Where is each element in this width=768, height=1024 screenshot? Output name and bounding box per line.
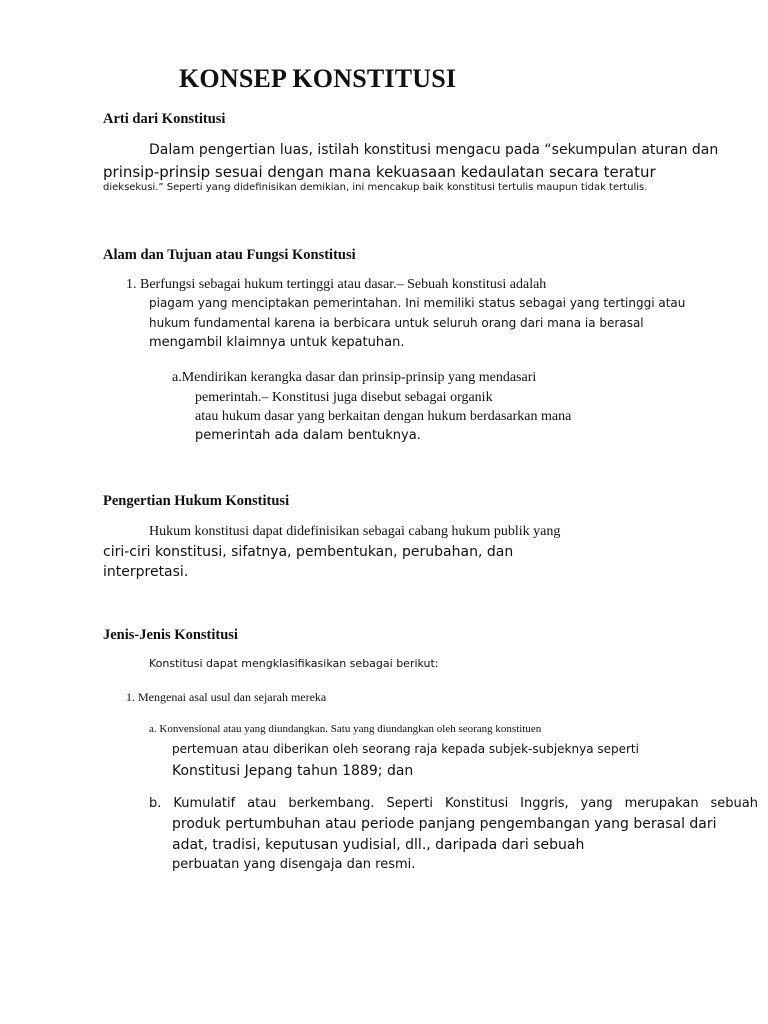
paragraph-line: ciri-ciri konstitusi, sifatnya, pembentukan, perubahan, dan: [103, 544, 514, 560]
sub-item-line: Konstitusi Jepang tahun 1889; dan: [172, 763, 414, 779]
list-item-line: 1. Berfungsi sebagai hukum tertinggi atau dasar.– Sebuah konstitusi adalah: [126, 277, 547, 292]
section-heading-alam: Alam dan Tujuan atau Fungsi Konstitusi: [103, 247, 356, 263]
sub-item-line: perbuatan yang disengaja dan resmi.: [172, 857, 416, 872]
sub-item-line: pemerintah.– Konstitusi juga disebut sebagai organik: [195, 390, 493, 405]
section-heading-arti: Arti dari Konstitusi: [103, 111, 226, 127]
section-heading-jenis: Jenis-Jenis Konstitusi: [103, 627, 238, 643]
sub-item-line: produk pertumbuhan atau periode panjang pengembangan yang berasal dari: [172, 816, 717, 832]
sub-item-line: pertemuan atau diberikan oleh seorang raja kepada subjek-subjeknya seperti: [172, 742, 639, 756]
paragraph-line: Dalam pengertian luas, istilah konstitusi mengacu pada “sekumpulan aturan dan: [149, 142, 719, 158]
paragraph-line: interpretasi.: [103, 564, 189, 580]
list-item-line: hukum fundamental karena ia berbicara untuk seluruh orang dari mana ia berasal: [149, 316, 644, 330]
paragraph-line: prinsip-prinsip sesuai dengan mana kekuasaan kedaulatan secara teratur: [103, 163, 656, 181]
page-title: KONSEP KONSTITUSI: [179, 64, 457, 93]
paragraph-line: Hukum konstitusi dapat didefinisikan sebagai cabang hukum publik yang: [149, 524, 561, 539]
paragraph-line: Konstitusi dapat mengklasifikasikan sebagai berikut:: [149, 657, 439, 670]
section-heading-pengertian: Pengertian Hukum Konstitusi: [103, 493, 290, 509]
list-item-line: 1. Mengenai asal usul dan sejarah mereka: [126, 690, 327, 704]
sub-item-line: pemerintah ada dalam bentuknya.: [195, 428, 421, 443]
sub-item-line: a. Konvensional atau yang diundangkan. Satu yang diundangkan oleh seorang konstituen: [149, 723, 542, 735]
sub-item-line: b. Kumulatif atau berkembang. Seperti Konstitusi Inggris, yang merupakan sebuah: [149, 796, 758, 811]
list-item-line: mengambil klaimnya untuk kepatuhan.: [149, 335, 405, 350]
sub-item-line: adat, tradisi, keputusan yudisial, dll., daripada dari sebuah: [172, 837, 585, 853]
list-item-line: piagam yang menciptakan pemerintahan. Ini memiliki status sebagai yang tertinggi atau: [149, 296, 686, 310]
sub-item-line: atau hukum dasar yang berkaitan dengan hukum berdasarkan mana: [195, 409, 572, 424]
paragraph-line: dieksekusi.” Seperti yang didefinisikan demikian, ini mencakup baik konstitusi tertulis maupun tidak tertulis.: [103, 182, 648, 193]
sub-item-line: a.Mendirikan kerangka dasar dan prinsip-prinsip yang mendasari: [172, 370, 537, 385]
